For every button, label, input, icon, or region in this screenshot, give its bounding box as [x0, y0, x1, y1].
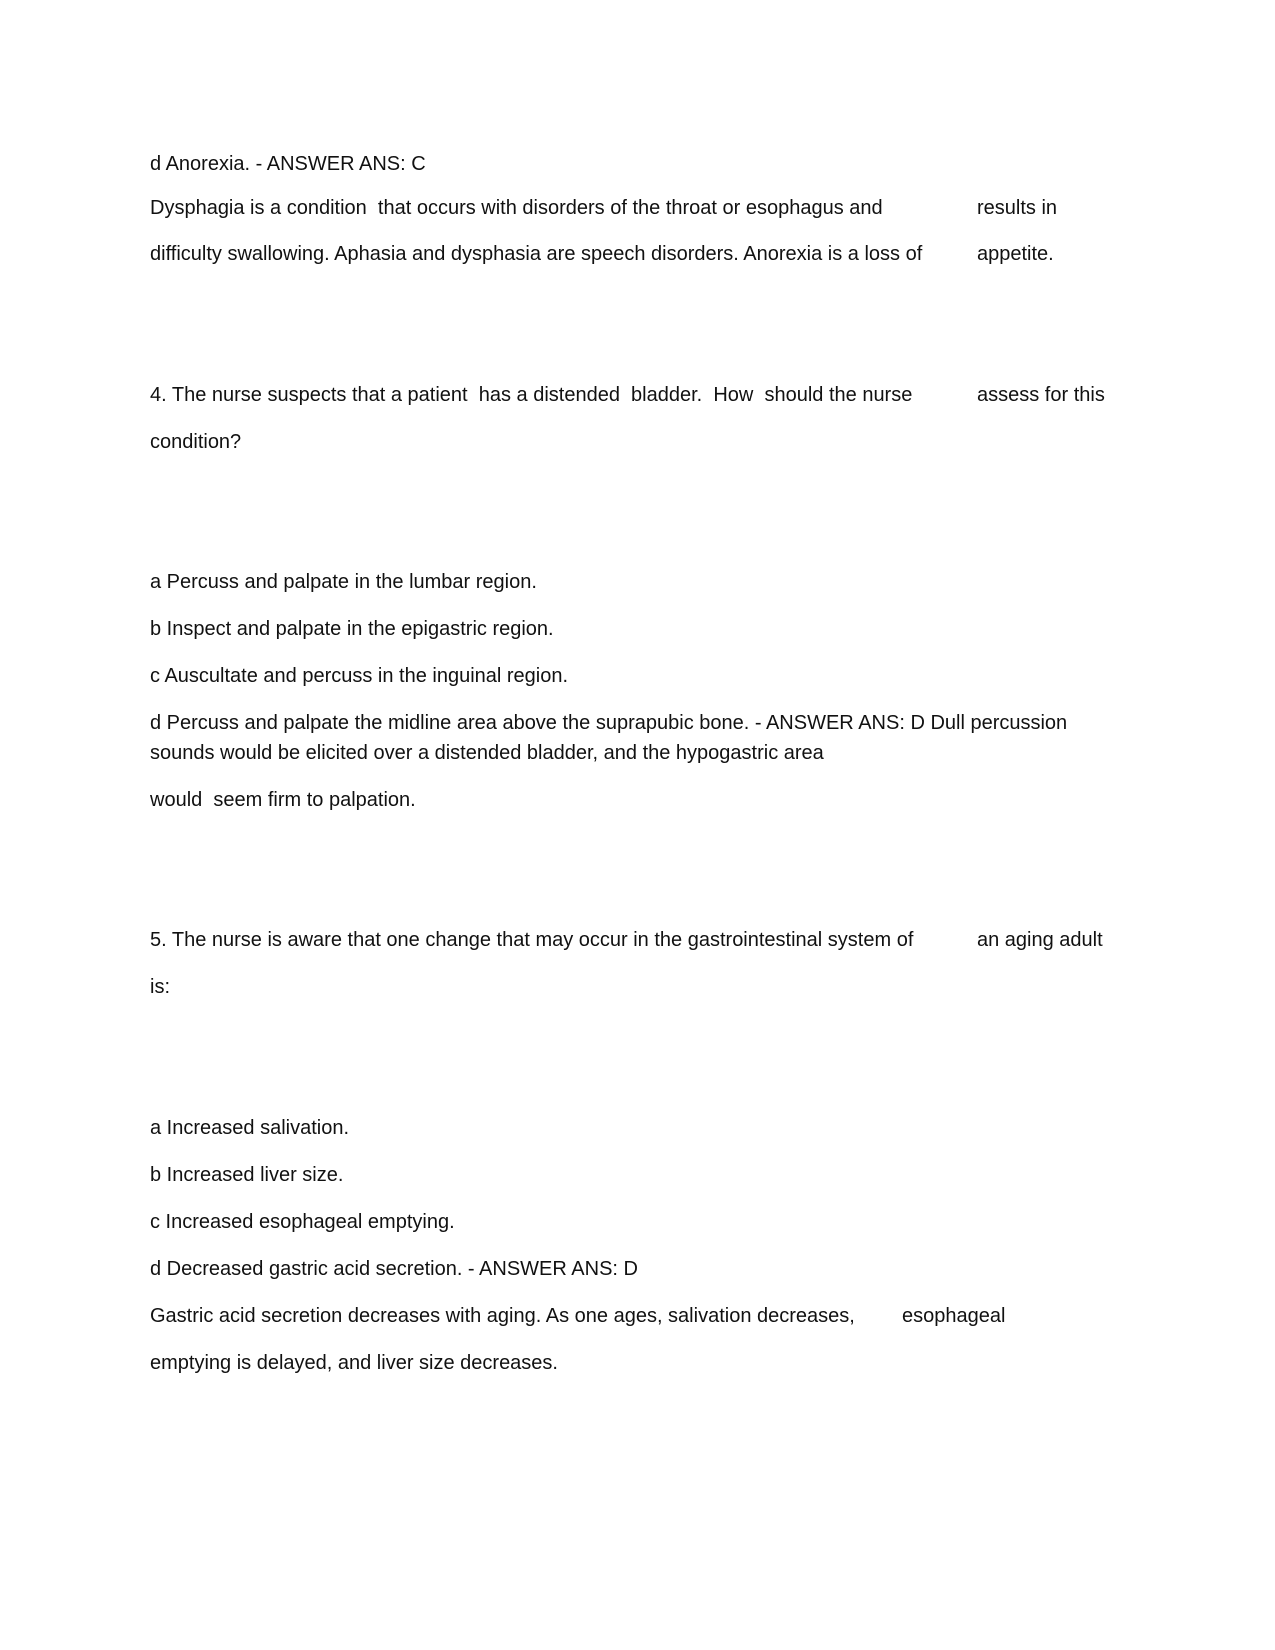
q4-option-d-line-3: would seem firm to palpation. — [150, 789, 416, 811]
q4-question-line-2: condition? — [150, 431, 242, 453]
q3-rationale-line-1: Dysphagia is a condition that occurs with disorders of the throat or esophagus and — [150, 197, 883, 219]
q5-question-line-1-right: an aging adult — [977, 929, 1103, 951]
q3-rationale-line-1-right: results in — [977, 197, 1058, 219]
q4-option-d-line-2: sounds would be elicited over a distended bladder, and the hypogastric area — [150, 742, 824, 764]
q4-option-d-line-1: d Percuss and palpate the midline area above the suprapubic bone. - ANSWER ANS: D Dull percussion — [150, 712, 1068, 734]
q5-option-c: c Increased esophageal emptying. — [150, 1211, 455, 1233]
q4-question-line-1: 4. The nurse suspects that a patient has a distended bladder. How should the nurse — [150, 384, 913, 406]
q5-rationale-line-2: emptying is delayed, and liver size decreases. — [150, 1352, 558, 1374]
q4-option-a: a Percuss and palpate in the lumbar region. — [150, 571, 537, 593]
q3-rationale-line-2-right: appetite. — [977, 243, 1054, 265]
q4-question-line-1-right: assess for this — [977, 384, 1105, 406]
q5-rationale-line-1: Gastric acid secretion decreases with aging. As one ages, salivation decreases, — [150, 1305, 855, 1327]
q5-question-line-2: is: — [150, 976, 170, 998]
q5-option-a: a Increased salivation. — [150, 1117, 350, 1139]
q5-question-line-1: 5. The nurse is aware that one change that may occur in the gastrointestinal system of — [150, 929, 914, 951]
q5-option-d: d Decreased gastric acid secretion. - ANSWER ANS: D — [150, 1258, 638, 1280]
q5-option-b: b Increased liver size. — [150, 1164, 344, 1186]
q4-option-b: b Inspect and palpate in the epigastric region. — [150, 618, 554, 640]
q3-answer-line: d Anorexia. - ANSWER ANS: C — [150, 153, 426, 175]
q4-option-c: c Auscultate and percuss in the inguinal region. — [150, 665, 569, 687]
q5-rationale-line-1-right: esophageal — [902, 1305, 1006, 1327]
q3-rationale-line-2: difficulty swallowing. Aphasia and dysphasia are speech disorders. Anorexia is a loss of — [150, 243, 923, 265]
